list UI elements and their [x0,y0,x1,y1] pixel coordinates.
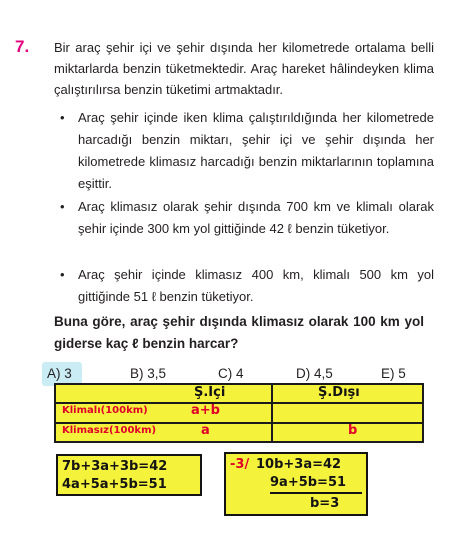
equation-multiplier: -3/ [230,457,250,472]
bullet-text: Araç şehir içinde klimasız 400 km, klimalı 500 km yol gittiğinde 51 ℓ benzin tüketiyor. [78,267,434,304]
choice-value: 4,5 [314,366,333,381]
choice-e[interactable] [381,366,406,381]
bullet-dot-icon: • [60,267,65,282]
equation-underline [270,492,362,494]
equation-box-right [224,452,368,516]
table-header-sehir-disi: Ş.Dışı [318,385,360,400]
equation-line-1: 7b+3a+3b=42 [62,459,168,474]
choice-d[interactable] [296,366,333,381]
table-row-klimasiz-label: Klimasız(100km) [62,425,157,436]
table-cell-klimasiz-disi: b [348,423,358,438]
equation-box-left [56,454,202,496]
table-divider-horizontal [56,422,422,424]
choice-letter: C) [218,366,233,381]
bullet-dot-icon: • [60,110,65,125]
equation-line-2: 4a+5a+5b=51 [62,477,167,492]
choice-c[interactable] [218,366,244,381]
choice-letter: B) [130,366,144,381]
choice-letter: D) [296,366,311,381]
bullet-item-3 [62,264,434,308]
handwritten-table [54,383,424,443]
choice-a[interactable] [47,366,72,381]
choice-value: 3 [64,366,72,381]
choice-b[interactable] [130,366,166,381]
question-stem: Bir araç şehir içi ve şehir dışında her kilometrede ortalama belli miktarlarda benzin tüketmektedir. Araç hareket hâlindeyken klima çalıştırılırsa benzin tüketimi artmaktadır. [54,40,434,97]
equation-result: b=3 [310,496,340,511]
equation-line-2: 9a+5b=51 [270,475,347,490]
table-header-sehir-ici: Ş.İçi [194,385,226,400]
choice-value: 3,5 [147,366,167,381]
table-divider-horizontal [56,402,422,404]
question-number: 7. [15,37,30,56]
question-ask: Buna göre, araç şehir dışında klimasız olarak 100 km yol giderse kaç ℓ benzin harcar? [54,314,424,351]
table-cell-klimasiz-ici: a [201,423,210,438]
table-cell-klimali-ici: a+b [191,403,220,418]
choice-letter: A) [47,366,61,381]
table-row-klimali-label: Klimalı(100km) [62,405,148,416]
bullet-text: Araç klimasız olarak şehir dışında 700 km ve klimalı olarak şehir içinde 300 km yol gittiğinde 42 ℓ benzin tüketiyor. [78,199,434,236]
choice-value: 5 [398,366,406,381]
bullet-item-1 [62,107,434,195]
choice-letter: E) [381,366,395,381]
bullet-item-2 [62,196,434,240]
bullet-dot-icon: • [60,199,65,214]
equation-line-1: 10b+3a=42 [256,457,342,472]
bullet-text: Araç şehir içinde iken klima çalıştırıldığında her kilometrede harcadığı benzin miktarı, şehir içi ve şehir dışında her kilometrede klimasız harcadığı benzin miktarlarının toplamına eşittir. [78,110,434,191]
choice-value: 4 [236,366,244,381]
table-divider-vertical [271,385,273,441]
